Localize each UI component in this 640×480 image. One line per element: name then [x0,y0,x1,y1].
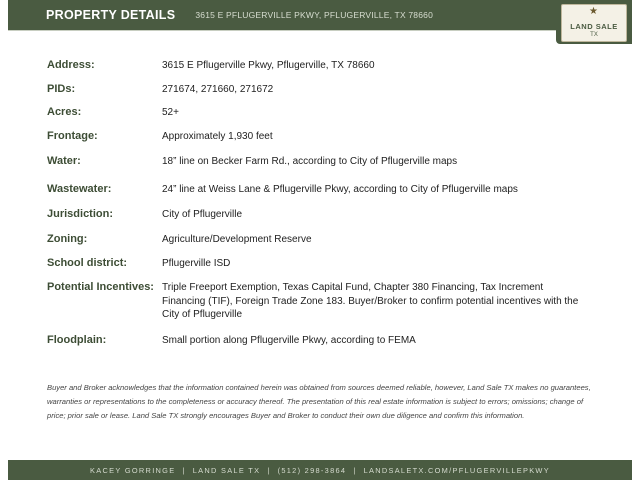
detail-value: 52+ [162,107,179,118]
detail-value: Approximately 1,930 feet [162,131,273,142]
header-bar [8,0,556,30]
detail-label: Water: [47,155,81,167]
footer-company: LAND SALE TX [192,465,261,475]
texas-star-icon: ★ [589,6,598,17]
detail-value: 18” line on Becker Farm Rd., according to City of Pflugerville maps [162,156,458,167]
detail-label: Acres: [47,106,82,118]
footer-bar [8,460,632,480]
detail-label: Zoning: [47,233,88,245]
detail-value: 24” line at Weiss Lane & Pflugerville Pkwy, according to City of Pflugerville maps [162,184,518,195]
detail-label: Frontage: [47,130,98,142]
footer-separator: | [182,465,186,475]
detail-label: PIDs: [47,83,76,95]
detail-label: Potential Incentives: [47,281,154,293]
detail-label: School district: [47,257,128,269]
logo-sub: TX [590,32,598,38]
header-address: 3615 E PFLUGERVILLE PKWY, PFLUGERVILLE, TX 78660 [195,10,434,20]
disclaimer-text: Buyer and Broker acknowledges that the information contained herein was obtained from sources deemed reliable, however, Land Sale TX makes no guarantees, warranties or representations to the completeness or accuracy thereof. The presentation of this real estate information is subject to errors; omissions; change of price; prior sale or lease. Land Sale TX strongly encourages Buyer and Broker to conduct their own due diligence and confirm this information. [47,383,591,421]
header-divider [8,30,556,31]
footer-separator: | [267,465,271,475]
detail-value: Small portion along Pflugerville Pkwy, according to FEMA [162,335,416,346]
detail-value: 271674, 271660, 271672 [162,84,274,95]
detail-label: Jurisdiction: [47,208,114,220]
land-sale-tx-logo [561,4,627,42]
detail-value: Agriculture/Development Reserve [162,234,312,245]
logo-container [556,0,632,44]
footer-phone: (512) 298-3864 [277,465,347,475]
footer-separator: | [353,465,357,475]
footer-agent-name: KACEY GORRINGE [90,465,176,475]
logo-text: LAND SALE [570,22,618,31]
detail-value: City of Pflugerville [162,209,243,220]
page-title: PROPERTY DETAILS [46,8,176,22]
detail-label: Address: [47,59,95,71]
footer-website-link[interactable]: LANDSALETX.COM/PFLUGERVILLEPKWY [363,465,550,475]
detail-value: Pflugerville ISD [162,258,231,269]
detail-value: 3615 E Pflugerville Pkwy, Pflugerville, TX 78660 [162,60,375,71]
detail-label: Floodplain: [47,334,107,346]
detail-value: Triple Freeport Exemption, Texas Capital Fund, Chapter 380 Financing, Tax Increment Financing (TIF), Foreign Trade Zone 183. Buyer/Broker to confirm potential incentives with the City of Pflugerville [162,282,579,320]
detail-label: Wastewater: [47,183,112,195]
